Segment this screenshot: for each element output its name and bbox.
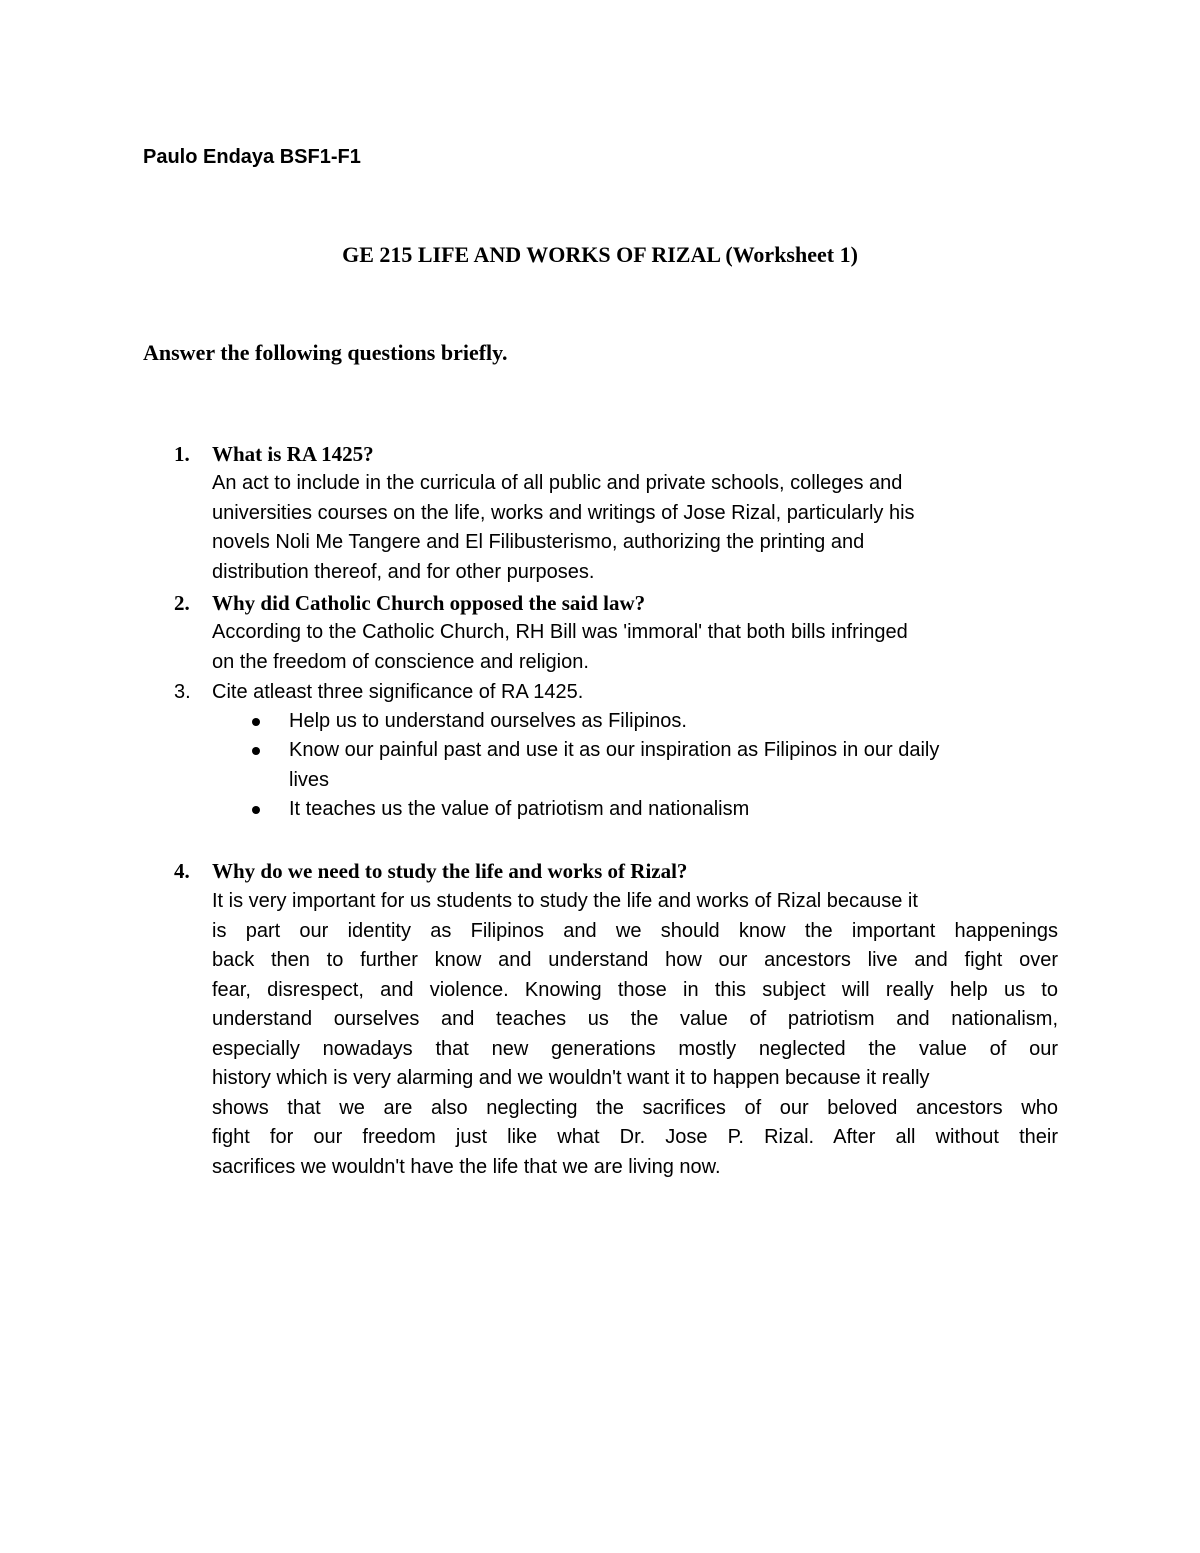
answer-line: universities courses on the life, works and writings of Jose Rizal, particularly his	[212, 501, 915, 524]
worksheet-title: GE 215 LIFE AND WORKS OF RIZAL (Worksheet 1)	[342, 242, 858, 267]
answer-line: shows that we are also neglecting the sacrifices of our beloved ancestors who	[212, 1096, 1058, 1119]
bullet-line: Know our painful past and use it as our inspiration as Filipinos in our daily	[289, 739, 940, 761]
bullet-icon	[252, 736, 266, 750]
question-1-text: What is RA 1425?	[212, 442, 374, 466]
answer-line: distribution thereof, and for other purposes.	[212, 560, 595, 583]
bullet-icon	[252, 707, 266, 721]
answer-line: novels Noli Me Tangere and El Filibusterismo, authorizing the printing and	[212, 531, 865, 553]
question-4-number: 4.	[174, 859, 190, 883]
answer-line: An act to include in the curricula of all public and private schools, colleges and	[212, 472, 903, 494]
answer-line: history which is very alarming and we wouldn't want it to happen because it really	[212, 1067, 930, 1089]
question-1-number: 1.	[174, 442, 190, 466]
answer-line: fear, disrespect, and violence. Knowing those in this subject will really help us to	[212, 978, 1058, 1001]
answer-line: understand ourselves and teaches us the value of patriotism and nationalism,	[212, 1008, 1058, 1030]
significance-item-3: It teaches us the value of patriotism and nationalism	[289, 798, 750, 820]
answer-line: back then to further know and understand how our ancestors live and fight over	[212, 949, 1058, 971]
bullet-line: lives	[289, 768, 330, 791]
significance-item-2	[289, 736, 1069, 795]
author-line: Paulo Endaya BSF1-F1	[143, 146, 361, 168]
answer-line: on the freedom of conscience and religion.	[212, 650, 589, 673]
answer-line: fight for our freedom just like what Dr. Jose P. Rizal. After all without their	[212, 1126, 1058, 1148]
significance-item-1: Help us to understand ourselves as Filipinos.	[289, 710, 687, 732]
question-3-text: Cite atleast three significance of RA 1425.	[212, 681, 584, 703]
instruction: Answer the following questions briefly.	[143, 340, 508, 365]
question-1-answer	[212, 469, 1058, 587]
question-3-number: 3.	[174, 681, 191, 703]
question-2-number: 2.	[174, 591, 190, 615]
answer-line: especially nowadays that new generations mostly neglected the value of our	[212, 1037, 1058, 1060]
answer-line: sacrifices we wouldn't have the life that we are living now.	[212, 1155, 721, 1178]
question-4-answer	[212, 887, 1058, 1182]
question-4-text: Why do we need to study the life and works of Rizal?	[212, 859, 688, 883]
answer-line: According to the Catholic Church, RH Bill was 'immoral' that both bills infringed	[212, 621, 908, 643]
answer-line: It is very important for us students to study the life and works of Rizal because it	[212, 890, 918, 912]
question-2-text: Why did Catholic Church opposed the said law?	[212, 591, 646, 615]
answer-line: is part our identity as Filipinos and we should know the important happenings	[212, 919, 1058, 942]
question-2-answer	[212, 618, 1058, 677]
bullet-icon	[252, 795, 266, 809]
